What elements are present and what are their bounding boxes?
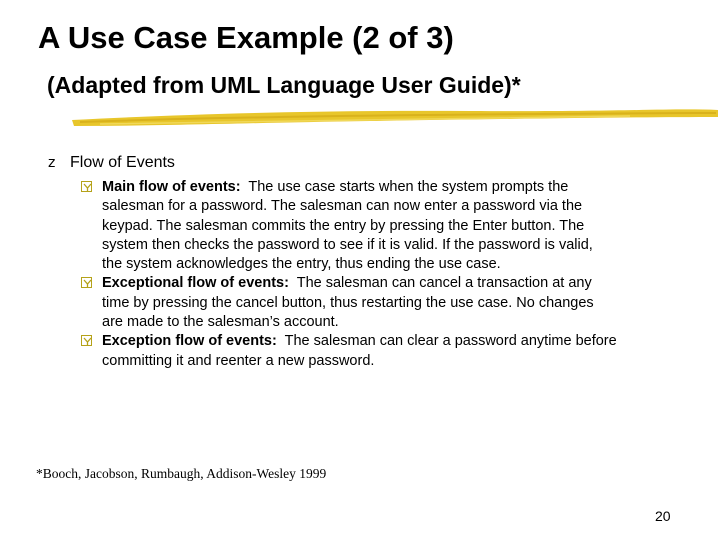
flow-text-line: keypad. The salesman commits the entry by pressing the Enter button. The [102,217,585,234]
flow-text-line: system then checks the password to see if it is valid. If the password is valid, [102,236,593,253]
slide-title: A Use Case Example (2 of 3) [38,20,454,55]
flow-item [81,178,681,274]
footnote: *Booch, Jacobson, Rumbaugh, Addison-Wesley 1999 [36,466,327,481]
flow-label: Exceptional flow of events: [102,275,289,292]
section-heading-row [48,154,175,172]
y-checkbox-bullet-icon [81,335,92,346]
brush-underline [70,104,720,130]
y-checkbox-bullet-icon [81,181,92,192]
flow-text-line: committing it and reenter a new password. [102,352,375,369]
section-heading: Flow of Events [70,154,175,171]
y-checkbox-bullet-icon [81,277,92,288]
flow-text-line: are made to the salesman’s account. [102,314,339,331]
flow-list [81,178,681,371]
flow-label: Exception flow of events: [102,333,277,350]
flow-item [81,274,681,332]
flow-text-line: salesman for a password. The salesman can now enter a password via the [102,198,583,215]
slide-subtitle: (Adapted from UML Language User Guide)* [47,72,521,98]
flow-text-line: The salesman can clear a password anytime before [284,333,617,350]
flow-text-line: The salesman can cancel a transaction at any [296,275,592,292]
section-bullet-glyph: z [48,155,56,171]
flow-label: Main flow of events: [102,179,241,195]
flow-text-line: the system acknowledges the entry, thus ending the use case. [102,256,501,273]
flow-text-line: time by pressing the cancel button, thus restarting the use case. No changes [102,294,594,311]
page-number: 20 [655,508,671,524]
flow-text-line: The use case starts when the system prompts the [248,179,569,195]
flow-item [81,332,681,371]
